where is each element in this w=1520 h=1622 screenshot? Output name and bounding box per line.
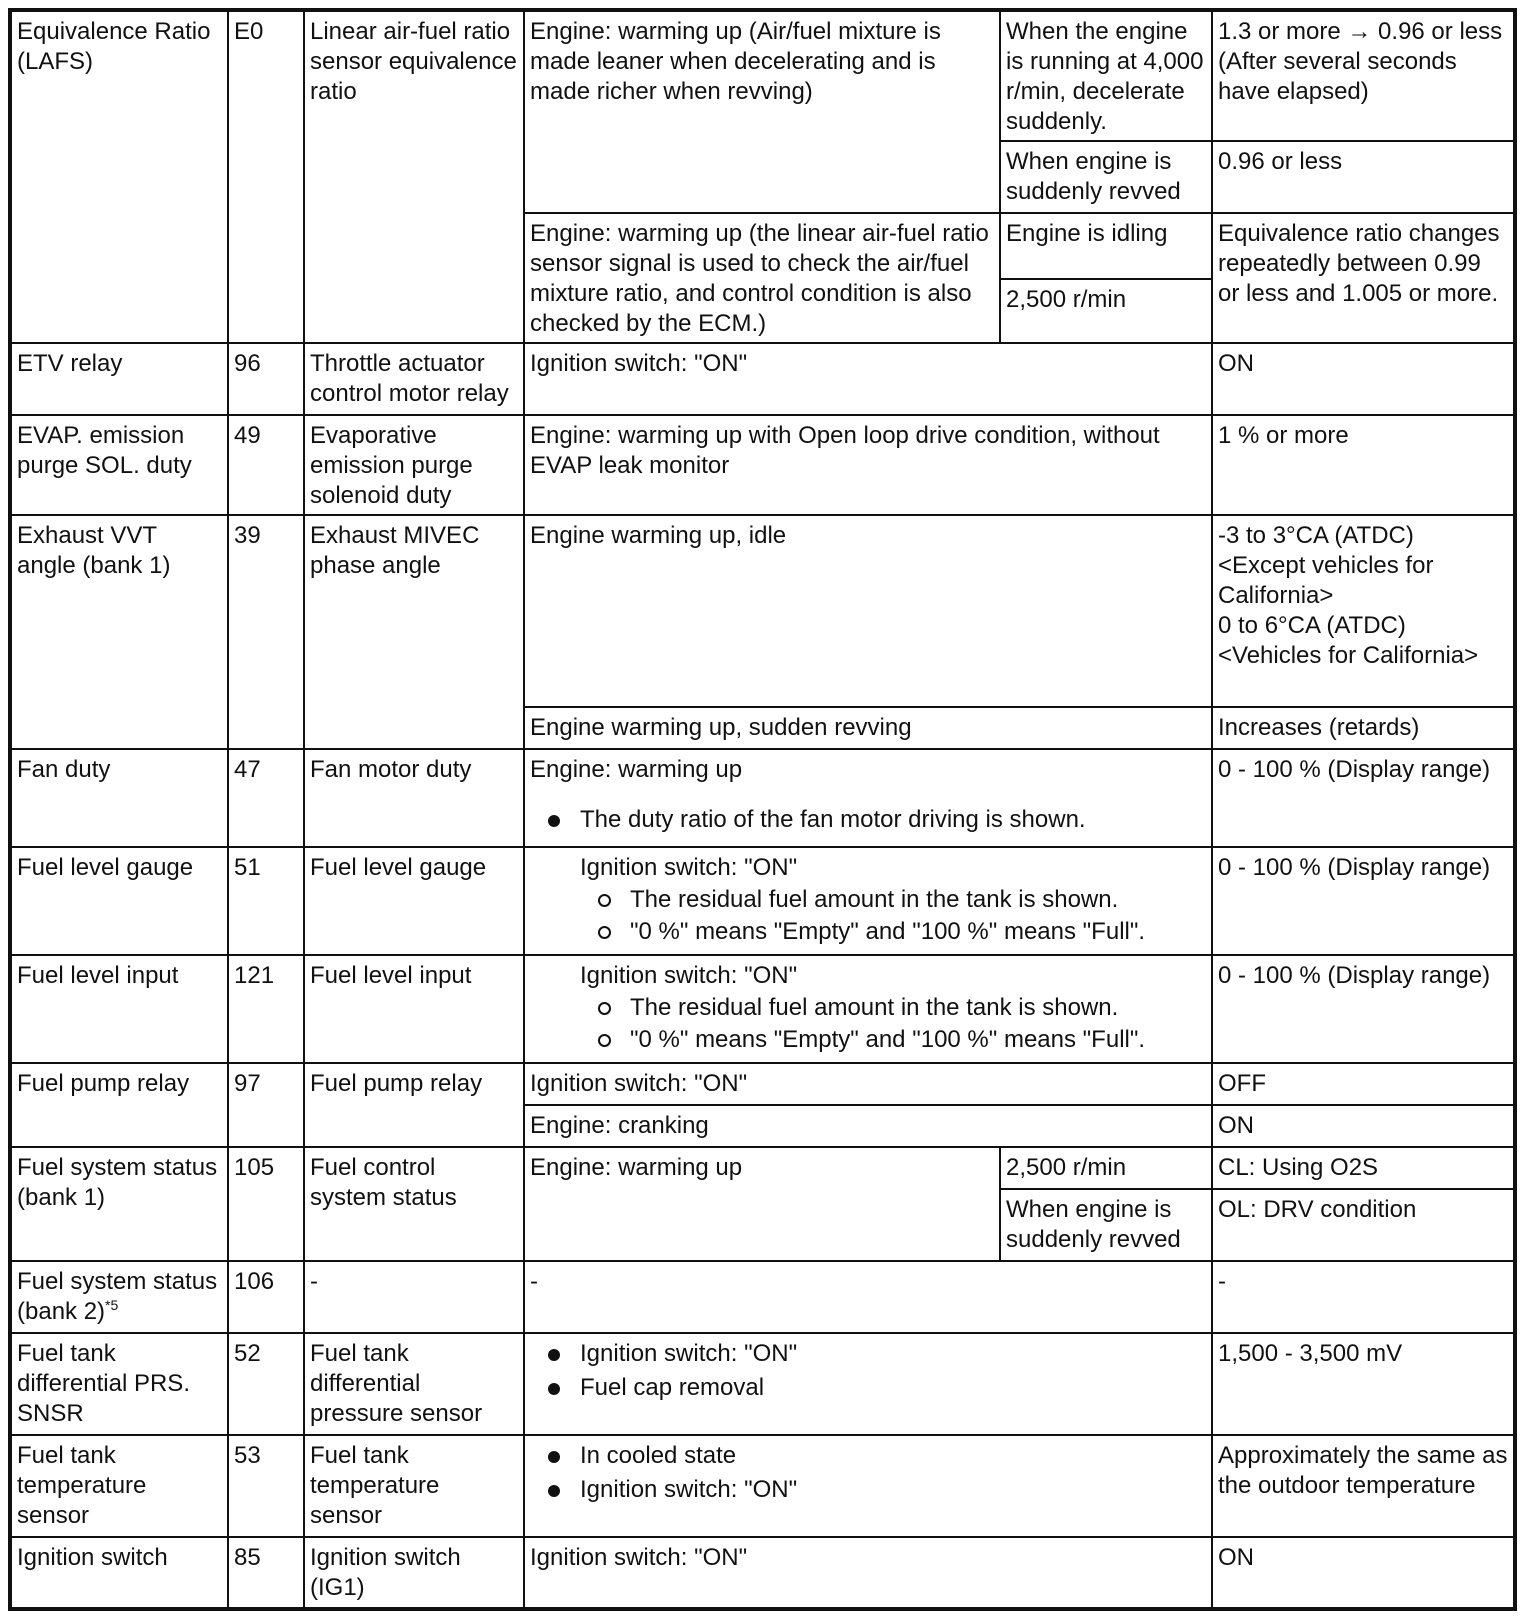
- sub-condition-cell: 2,500 r/min: [1000, 279, 1212, 343]
- inspection-item-cell: Exhaust MIVEC phase angle: [304, 515, 524, 749]
- condition-cell: Engine warming up, idle: [524, 515, 1212, 707]
- standard-value-cell: 0.96 or less: [1212, 141, 1515, 213]
- sub-condition-cell: When the engine is running at 4,000 r/min, decelerate suddenly.: [1000, 10, 1212, 141]
- condition-cell: Ignition switch: "ON": [524, 343, 1212, 415]
- item-cell: Equivalence Ratio (LAFS): [10, 10, 228, 343]
- condition-text: Engine: warming up: [530, 756, 743, 783]
- table-row: [10, 415, 1515, 515]
- condition-cell: [524, 1333, 1212, 1435]
- condition-cell: [524, 749, 1212, 847]
- bullet-item: Ignition switch: "ON": [530, 1475, 1206, 1505]
- table-row: [10, 1537, 1515, 1609]
- inspection-item-cell: Fuel tank differential pressure sensor: [304, 1333, 524, 1435]
- inspection-item-cell: Fuel control system status: [304, 1147, 524, 1261]
- inspection-item-cell: -: [304, 1261, 524, 1333]
- item-no-cell: 105: [228, 1147, 304, 1261]
- item-no-cell: 106: [228, 1261, 304, 1333]
- item-cell: Fuel pump relay: [10, 1063, 228, 1147]
- item-no-cell: 121: [228, 955, 304, 1063]
- condition-cell: [524, 1435, 1212, 1537]
- standard-value-cell: Approximately the same as the outdoor temperature: [1212, 1435, 1515, 1537]
- item-no-cell: 52: [228, 1333, 304, 1435]
- bullet-item: Ignition switch: "ON": [530, 1339, 1206, 1369]
- standard-value-cell: Increases (retards): [1212, 707, 1515, 749]
- condition-cell: [524, 955, 1212, 1063]
- bullet-item: In cooled state: [530, 1441, 1206, 1471]
- sub-bullet-item: The residual fuel amount in the tank is shown.: [580, 885, 1206, 915]
- standard-value-cell: 0 - 100 % (Display range): [1212, 955, 1515, 1063]
- data-list-sheet: [8, 8, 1517, 1611]
- table-row: [10, 1063, 1515, 1105]
- item-cell: Fuel system status (bank 1): [10, 1147, 228, 1261]
- item-cell: EVAP. emission purge SOL. duty: [10, 415, 228, 515]
- sub-condition-cell: Engine is idling: [1000, 213, 1212, 279]
- inspection-item-cell: Evaporative emission purge solenoid duty: [304, 415, 524, 515]
- table-row: [10, 1435, 1515, 1537]
- sub-bullet-item: "0 %" means "Empty" and "100 %" means "Full".: [580, 1025, 1206, 1055]
- standard-value-cell: ON: [1212, 1105, 1515, 1147]
- condition-cell: Ignition switch: "ON": [524, 1537, 1212, 1609]
- condition-cell: Engine: cranking: [524, 1105, 1212, 1147]
- table-row: [10, 1261, 1515, 1333]
- inspection-item-cell: Fuel level gauge: [304, 847, 524, 955]
- item-cell: [10, 1261, 228, 1333]
- item-cell: Fan duty: [10, 749, 228, 847]
- standard-value-cell: OL: DRV condition: [1212, 1189, 1515, 1261]
- condition-cell: Engine: warming up (the linear air-fuel ratio sensor signal is used to check the air/fuel mixture ratio, and control condition is also checked by the ECM.): [524, 213, 1000, 343]
- standard-value-line: -3 to 3°CA (ATDC): [1218, 522, 1414, 549]
- item-cell: Ignition switch: [10, 1537, 228, 1609]
- standard-value-cell: -: [1212, 1261, 1515, 1333]
- standard-value-cell: 1.3 or more → 0.96 or less (After several seconds have elapsed): [1212, 10, 1515, 141]
- inspection-item-cell: Linear air-fuel ratio sensor equivalence ratio: [304, 10, 524, 343]
- inspection-item-cell: Fuel pump relay: [304, 1063, 524, 1147]
- condition-text: Ignition switch: "ON": [580, 962, 798, 989]
- item-no-cell: 96: [228, 343, 304, 415]
- inspection-item-cell: Ignition switch (IG1): [304, 1537, 524, 1609]
- condition-cell: Engine warming up, sudden revving: [524, 707, 1212, 749]
- bullet-item: Fuel cap removal: [530, 1373, 1206, 1403]
- table-row: [10, 343, 1515, 415]
- item-no-cell: E0: [228, 10, 304, 343]
- standard-value-cell: 1 % or more: [1212, 415, 1515, 515]
- standard-value-cell: ON: [1212, 1537, 1515, 1609]
- inspection-item-cell: Fuel level input: [304, 955, 524, 1063]
- standard-value-cell: 0 - 100 % (Display range): [1212, 749, 1515, 847]
- sub-bullet-item: The residual fuel amount in the tank is shown.: [580, 993, 1206, 1023]
- sub-condition-cell: When engine is suddenly revved: [1000, 1189, 1212, 1261]
- item-cell: Fuel tank temperature sensor: [10, 1435, 228, 1537]
- condition-cell: Engine: warming up: [524, 1147, 1000, 1261]
- item-no-cell: 49: [228, 415, 304, 515]
- item-no-cell: 97: [228, 1063, 304, 1147]
- condition-cell: Ignition switch: "ON": [524, 1063, 1212, 1105]
- inspection-item-cell: Fuel tank temperature sensor: [304, 1435, 524, 1537]
- bullet-item: The duty ratio of the fan motor driving is shown.: [530, 805, 1206, 835]
- standard-value-line: 0 to 6°CA (ATDC): [1218, 612, 1406, 639]
- table-row: [10, 955, 1515, 1063]
- item-cell: Fuel tank differential PRS. SNSR: [10, 1333, 228, 1435]
- inspection-item-cell: Throttle actuator control motor relay: [304, 343, 524, 415]
- standard-value-cell: 1,500 - 3,500 mV: [1212, 1333, 1515, 1435]
- condition-text: Ignition switch: "ON": [580, 854, 798, 881]
- item-cell: Fuel level gauge: [10, 847, 228, 955]
- item-cell: Exhaust VVT angle (bank 1): [10, 515, 228, 749]
- data-list-table: [8, 8, 1517, 1611]
- condition-cell: [524, 847, 1212, 955]
- item-no-cell: 51: [228, 847, 304, 955]
- standard-value-cell: CL: Using O2S: [1212, 1147, 1515, 1189]
- table-row: [10, 749, 1515, 847]
- condition-cell: -: [524, 1261, 1212, 1333]
- item-no-cell: 47: [228, 749, 304, 847]
- table-row: [10, 847, 1515, 955]
- table-row: [10, 1333, 1515, 1435]
- table-row: [10, 1147, 1515, 1189]
- condition-cell: Engine: warming up (Air/fuel mixture is made leaner when decelerating and is made richer when revving): [524, 10, 1000, 213]
- item-no-cell: 39: [228, 515, 304, 749]
- item-text: Fuel system status (bank 2): [17, 1268, 218, 1325]
- standard-value-cell: ON: [1212, 343, 1515, 415]
- condition-cell: Engine: warming up with Open loop drive condition, without EVAP leak monitor: [524, 415, 1212, 515]
- sub-condition-cell: 2,500 r/min: [1000, 1147, 1212, 1189]
- standard-value-cell: [1212, 515, 1515, 707]
- standard-value-line: <Except vehicles for California>: [1218, 552, 1434, 609]
- item-cell: ETV relay: [10, 343, 228, 415]
- standard-value-cell: Equivalence ratio changes repeatedly between 0.99 or less and 1.005 or more.: [1212, 213, 1515, 343]
- item-cell: Fuel level input: [10, 955, 228, 1063]
- table-row: [10, 10, 1515, 141]
- footnote-marker: *5: [105, 1297, 119, 1313]
- standard-value-line: <Vehicles for California>: [1218, 642, 1479, 669]
- standard-value-cell: OFF: [1212, 1063, 1515, 1105]
- inspection-item-cell: Fan motor duty: [304, 749, 524, 847]
- sub-condition-cell: When engine is suddenly revved: [1000, 141, 1212, 213]
- item-no-cell: 85: [228, 1537, 304, 1609]
- sub-bullet-item: "0 %" means "Empty" and "100 %" means "Full".: [580, 917, 1206, 947]
- standard-value-cell: 0 - 100 % (Display range): [1212, 847, 1515, 955]
- item-no-cell: 53: [228, 1435, 304, 1537]
- table-row: [10, 515, 1515, 707]
